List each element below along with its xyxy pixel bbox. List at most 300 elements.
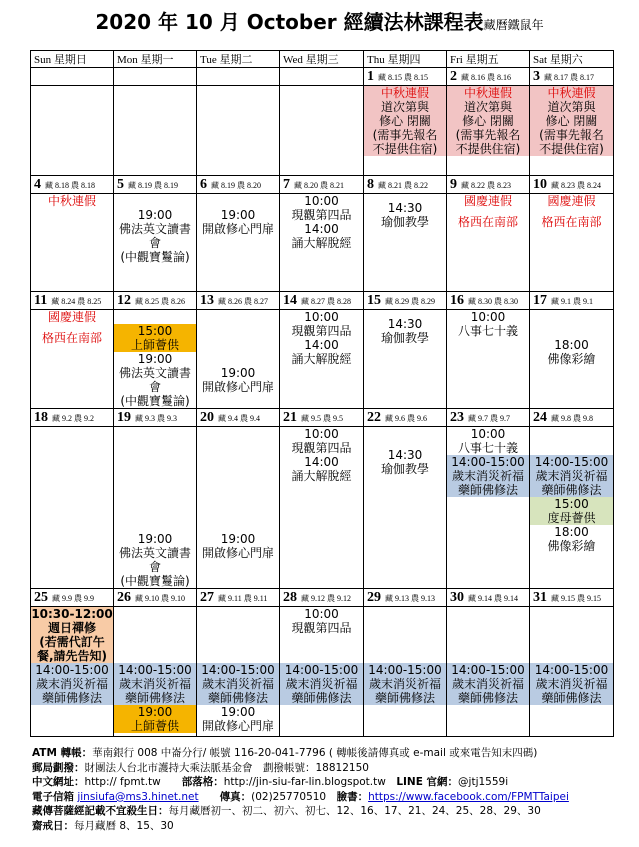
event-line: 中秋連假 xyxy=(447,86,529,100)
day-label xyxy=(197,176,279,193)
title-sub: 藏曆鐵鼠年 xyxy=(483,18,544,32)
event-line: 14:00-15:00 xyxy=(31,663,113,677)
spacer xyxy=(364,427,446,448)
event-line: 10:00 xyxy=(304,427,339,441)
day-events-cell xyxy=(197,86,280,176)
day-header-cell xyxy=(530,409,614,427)
event-line: 15:00 xyxy=(530,497,613,511)
day-header-cell xyxy=(31,589,114,607)
day-number: 13 xyxy=(200,293,214,308)
spacer xyxy=(114,194,196,208)
event-line: 週日禪修 xyxy=(31,621,113,635)
event-line: 現觀第四品 xyxy=(291,441,352,455)
event-line: 10:00 xyxy=(470,310,506,324)
day-header-cell xyxy=(530,68,614,86)
day-label xyxy=(31,589,113,606)
day-header-cell xyxy=(197,409,280,427)
weekday-header: Fri 星期五 xyxy=(447,51,530,68)
lunar-date: 藏 8.27 農 8.28 xyxy=(301,297,351,306)
lunar-date: 藏 8.23 農 8.24 xyxy=(551,181,601,190)
day-events-cell xyxy=(447,607,530,737)
day-events-cell xyxy=(447,86,530,176)
day-label xyxy=(530,292,613,309)
event-line: 不提供住宿) xyxy=(364,142,446,156)
event-line: 格西在南部 xyxy=(541,215,602,229)
event-line: 八事七十義 xyxy=(457,324,518,338)
lunar-date: 藏 8.29 農 8.29 xyxy=(385,297,435,306)
footer-info xyxy=(32,746,632,834)
day-events-cell xyxy=(364,427,447,589)
lunar-date: 藏 9.10 農 9.10 xyxy=(135,594,185,603)
lunar-date: 藏 9.1 農 9.1 xyxy=(551,297,593,306)
day-number: 7 xyxy=(283,177,290,192)
day-label xyxy=(280,589,363,606)
lunar-date: 藏 8.20 農 8.21 xyxy=(294,181,344,190)
day-header-cell xyxy=(280,292,364,310)
day-number: 27 xyxy=(200,590,214,605)
event-line: 18:00 xyxy=(554,338,589,352)
event-line: 藥師佛修法 xyxy=(447,483,529,497)
day-number: 10 xyxy=(533,177,547,192)
event-line: 誦大解脫經 xyxy=(291,236,352,250)
spacer xyxy=(364,194,446,201)
event-line: 開啟修心門扉 xyxy=(201,222,274,236)
line-id: @jtj1559i xyxy=(458,776,509,789)
day-events-cell xyxy=(280,427,364,589)
event-line: 度母薈供 xyxy=(530,511,613,525)
day-label xyxy=(364,176,446,193)
day-label xyxy=(114,292,196,309)
event-line: 修心 閉關 xyxy=(530,114,613,128)
spacer xyxy=(197,427,279,532)
atm-line: ATM 轉帳：華南銀行 008 中崙分行/ 帳號 116-20-041-7796 ( 轉帳後請傳真或 e-mail 或來電告知末四碼) xyxy=(32,747,538,759)
day-events-cell xyxy=(114,427,197,589)
spacer xyxy=(530,427,613,455)
day-label xyxy=(197,292,279,309)
weekday-header: Sat 星期六 xyxy=(530,51,614,68)
event-line: 國慶連假 xyxy=(547,194,596,208)
event-line: 中秋連假 xyxy=(364,86,446,100)
event-line: 14:00-15:00 xyxy=(530,663,613,677)
day-header-cell xyxy=(530,176,614,194)
event-row xyxy=(31,427,614,589)
weekday-header-row xyxy=(31,51,614,68)
day-header-cell xyxy=(364,176,447,194)
event-line: 14:30 xyxy=(387,448,423,462)
day-number: 2 xyxy=(450,69,457,84)
day-header-cell xyxy=(280,589,364,607)
spacer xyxy=(280,635,363,663)
day-events-cell xyxy=(364,607,447,737)
event-line: 14:00-15:00 xyxy=(447,663,529,677)
day-label xyxy=(530,176,613,193)
event-line: 歲末消災祈福 xyxy=(364,677,446,691)
event-line: 中秋連假 xyxy=(47,194,96,208)
lunar-date: 藏 9.9 農 9.9 xyxy=(52,594,94,603)
spacer xyxy=(364,310,446,317)
day-header-cell xyxy=(447,176,530,194)
day-header-cell xyxy=(447,68,530,86)
day-number: 14 xyxy=(283,293,297,308)
event-line: 佛法英文讀書會 xyxy=(118,546,191,574)
event-line: 15:00 xyxy=(114,324,196,338)
event-line: 佛像彩繪 xyxy=(547,539,596,553)
spacer xyxy=(364,607,446,663)
event-line: 14:00 xyxy=(304,222,339,236)
day-number: 8 xyxy=(367,177,374,192)
event-line: 國慶連假 xyxy=(463,194,512,208)
day-events-cell xyxy=(197,427,280,589)
weekday-header: Thu 星期四 xyxy=(364,51,447,68)
day-label xyxy=(447,409,529,426)
event-line: 誦大解脫經 xyxy=(291,469,352,483)
weekday-header: Wed 星期三 xyxy=(280,51,364,68)
event-line: 14:00-15:00 xyxy=(447,455,529,469)
day-label xyxy=(114,176,196,193)
event-line: 佛像彩繪 xyxy=(547,352,596,366)
day-header-cell xyxy=(197,589,280,607)
event-line: 瑜伽教學 xyxy=(380,215,429,229)
day-header-cell xyxy=(31,68,114,86)
event-line: 14:00-15:00 xyxy=(114,663,196,677)
lunar-date: 藏 8.24 農 8.25 xyxy=(51,297,102,306)
event-line: 格西在南部 xyxy=(457,215,518,229)
web-line: 中文網址：http:// fpmt.tw 部落格：http://jin-siu-far-lin.blogspot.tw LINE 官網：@jtj1559i xyxy=(32,776,509,789)
event-row xyxy=(31,86,614,176)
lunar-date: 藏 8.19 農 8.20 xyxy=(211,181,261,190)
lunar-date: 藏 9.2 農 9.2 xyxy=(52,414,94,423)
event-line: 道次第與 xyxy=(447,100,529,114)
event-line: 14:30 xyxy=(387,201,423,215)
contact-line: 電子信箱 jinsiufa@ms3.hinet.net 傳真：(02)25770510 臉書：https://www.facebook.com/FPMTTaipei xyxy=(32,790,569,803)
day-label xyxy=(447,176,529,193)
day-label xyxy=(31,409,113,426)
day-header-cell xyxy=(447,589,530,607)
event-line: 19:00 xyxy=(220,532,256,546)
event-line: 開啟修心門扉 xyxy=(201,546,274,560)
spacer xyxy=(197,194,279,208)
day-events-cell xyxy=(197,310,280,409)
event-line: (中觀寶鬘論) xyxy=(120,574,190,588)
day-events-cell xyxy=(530,86,614,176)
website-link[interactable]: http:// fpmt.tw xyxy=(84,776,161,789)
event-line: 藥師佛修法 xyxy=(197,691,279,705)
post-line: 郵局劃撥：財團法人台北市護持大乘法脈基金會 劃撥帳號：18812150 xyxy=(32,761,369,774)
event-line: 藥師佛修法 xyxy=(31,691,113,705)
weekday-header: Mon 星期一 xyxy=(114,51,197,68)
spacer xyxy=(114,607,196,663)
day-events-cell xyxy=(280,310,364,409)
day-events-cell xyxy=(364,86,447,176)
event-line: 19:00 xyxy=(220,366,256,380)
event-line: 19:00 xyxy=(220,208,256,222)
lunar-date: 藏 9.12 農 9.12 xyxy=(301,594,351,603)
spacer xyxy=(530,208,613,215)
event-line: 現觀第四品 xyxy=(291,324,352,338)
lunar-date: 藏 9.8 農 9.8 xyxy=(551,414,593,423)
spacer xyxy=(114,310,196,324)
event-line: 道次第與 xyxy=(530,100,613,114)
calendar-table xyxy=(30,50,614,737)
day-number: 9 xyxy=(450,177,457,192)
day-events-cell xyxy=(31,310,114,409)
event-line: 14:00-15:00 xyxy=(197,663,279,677)
event-line: (需事先報名 xyxy=(364,128,446,142)
day-events-cell xyxy=(31,86,114,176)
lunar-date: 藏 9.5 農 9.5 xyxy=(301,414,343,423)
blog-link[interactable]: http://jin-siu-far-lin.blogspot.tw xyxy=(223,776,386,789)
day-header-cell xyxy=(447,292,530,310)
event-line: 19:00 xyxy=(137,352,173,366)
event-line: 10:00 xyxy=(304,194,339,208)
event-line: 歲末消災祈福 xyxy=(197,677,279,691)
weekday-header: Sun 星期日 xyxy=(31,51,114,68)
event-line: 瑜伽教學 xyxy=(380,331,429,345)
event-line: 佛法英文讀書會 xyxy=(118,366,191,394)
event-line: 10:00 xyxy=(304,310,339,324)
day-header-cell xyxy=(114,589,197,607)
lunar-date: 藏 8.15 農 8.15 xyxy=(378,73,428,82)
lunar-date: 藏 9.4 農 9.4 xyxy=(218,414,260,423)
event-line: 上師薈供 xyxy=(114,719,196,733)
day-header-cell xyxy=(364,292,447,310)
day-header-cell xyxy=(364,589,447,607)
day-number: 3 xyxy=(533,69,540,84)
day-label xyxy=(447,292,529,309)
day-header-cell xyxy=(114,409,197,427)
day-events-cell xyxy=(447,427,530,589)
day-number: 1 xyxy=(367,69,374,84)
event-line: 誦大解脫經 xyxy=(291,352,352,366)
day-label xyxy=(197,409,279,426)
event-line: 藥師佛修法 xyxy=(447,691,529,705)
event-line: 八事七十義 xyxy=(457,441,518,455)
day-label xyxy=(197,589,279,606)
day-events-cell xyxy=(447,310,530,409)
date-row xyxy=(31,589,614,607)
day-number: 15 xyxy=(367,293,381,308)
lunar-date: 藏 9.11 農 9.11 xyxy=(218,594,268,603)
lunar-date: 藏 8.18 農 8.18 xyxy=(45,181,95,190)
event-line: 19:00 xyxy=(220,705,256,719)
day-number: 31 xyxy=(533,590,547,605)
day-header-cell xyxy=(114,176,197,194)
day-events-cell xyxy=(114,194,197,292)
day-label xyxy=(364,292,446,309)
event-line: 14:00 xyxy=(304,455,339,469)
event-line: (需事先報名 xyxy=(530,128,613,142)
event-line: 14:00-15:00 xyxy=(530,455,613,469)
day-number: 18 xyxy=(34,410,48,425)
spacer xyxy=(530,607,613,663)
day-header-cell xyxy=(364,68,447,86)
event-line: 藥師佛修法 xyxy=(114,691,196,705)
day-number: 5 xyxy=(117,177,124,192)
day-header-cell xyxy=(280,176,364,194)
day-number: 23 xyxy=(450,410,464,425)
event-line: 餐,請先告知) xyxy=(31,649,113,663)
day-header-cell xyxy=(447,409,530,427)
day-events-cell xyxy=(530,427,614,589)
day-number: 22 xyxy=(367,410,381,425)
lunar-date: 藏 9.3 農 9.3 xyxy=(135,414,177,423)
day-events-cell xyxy=(364,194,447,292)
event-line: 歲末消災祈福 xyxy=(447,469,529,483)
event-line: 10:00 xyxy=(470,427,506,441)
event-line: 開啟修心門扉 xyxy=(201,380,274,394)
spacer xyxy=(31,324,113,331)
day-events-cell xyxy=(447,194,530,292)
event-line: 19:00 xyxy=(137,532,173,546)
day-header-cell xyxy=(31,292,114,310)
event-line: 現觀第四品 xyxy=(291,208,352,222)
event-line: 瑜伽教學 xyxy=(380,462,429,476)
day-number: 12 xyxy=(117,293,131,308)
day-events-cell xyxy=(530,310,614,409)
event-line: (需事先報名 xyxy=(447,128,529,142)
lunar-date: 藏 9.7 農 9.7 xyxy=(468,414,510,423)
day-label xyxy=(280,292,363,309)
day-number: 16 xyxy=(450,293,464,308)
date-row xyxy=(31,292,614,310)
event-line: 19:00 xyxy=(137,208,173,222)
day-events-cell xyxy=(197,194,280,292)
day-events-cell xyxy=(114,310,197,409)
event-line: 歲末消災祈福 xyxy=(31,677,113,691)
day-events-cell xyxy=(114,86,197,176)
day-header-cell xyxy=(31,176,114,194)
day-events-cell xyxy=(280,607,364,737)
event-line: 藥師佛修法 xyxy=(280,691,363,705)
lunar-date: 藏 8.26 農 8.27 xyxy=(218,297,268,306)
event-line: 18:00 xyxy=(554,525,589,539)
event-line: 不提供住宿) xyxy=(530,142,613,156)
day-events-cell xyxy=(114,607,197,737)
title-main: 2020 年 10 月 October 經續法林課程表 xyxy=(95,10,484,34)
lunar-date: 藏 8.17 農 8.17 xyxy=(544,73,594,82)
day-header-cell xyxy=(530,589,614,607)
event-line: 國慶連假 xyxy=(47,310,96,324)
event-line: (中觀寶鬘論) xyxy=(120,250,190,264)
day-number: 6 xyxy=(200,177,207,192)
event-line: 藥師佛修法 xyxy=(530,483,613,497)
event-line: 上師薈供 xyxy=(114,338,196,352)
day-header-cell xyxy=(114,292,197,310)
day-number: 26 xyxy=(117,590,131,605)
spacer xyxy=(197,310,279,366)
day-header-cell xyxy=(197,68,280,86)
day-number: 28 xyxy=(283,590,297,605)
event-line: 14:00-15:00 xyxy=(280,663,363,677)
lunar-date: 藏 8.25 農 8.26 xyxy=(135,297,185,306)
day-events-cell xyxy=(530,194,614,292)
event-line: 歲末消災祈福 xyxy=(530,469,613,483)
event-line: 格西在南部 xyxy=(41,331,102,345)
day-label xyxy=(364,409,446,426)
day-label xyxy=(447,589,529,606)
weekday-header: Tue 星期二 xyxy=(197,51,280,68)
event-line: 藥師佛修法 xyxy=(530,691,613,705)
day-events-cell xyxy=(31,607,114,737)
day-label xyxy=(530,409,613,426)
date-row xyxy=(31,176,614,194)
event-line: 歲末消災祈福 xyxy=(447,677,529,691)
lunar-date: 藏 9.14 農 9.14 xyxy=(468,594,518,603)
spacer xyxy=(447,607,529,663)
spacer xyxy=(114,427,196,532)
event-line: 14:00 xyxy=(304,338,339,352)
day-events-cell xyxy=(197,607,280,737)
day-label xyxy=(114,409,196,426)
day-header-cell xyxy=(197,176,280,194)
lunar-date: 藏 8.21 農 8.22 xyxy=(378,181,428,190)
event-row xyxy=(31,607,614,737)
lunar-date: 藏 9.15 農 9.15 xyxy=(551,594,601,603)
date-row xyxy=(31,409,614,427)
event-line: (若需代訂午 xyxy=(31,635,113,649)
event-line: 歲末消災祈福 xyxy=(114,677,196,691)
day-number: 24 xyxy=(533,410,547,425)
event-line: 修心 閉關 xyxy=(364,114,446,128)
event-row xyxy=(31,310,614,409)
event-line: 道次第與 xyxy=(364,100,446,114)
fasting-days-line: 齋戒日：每月藏曆 8、15、30 xyxy=(32,819,174,832)
event-line: 19:00 xyxy=(114,705,196,719)
day-label xyxy=(31,292,113,309)
day-number: 25 xyxy=(34,590,48,605)
event-line: 開啟修心門扉 xyxy=(201,719,274,733)
lunar-date: 藏 9.6 農 9.6 xyxy=(385,414,427,423)
event-line: 不提供住宿) xyxy=(447,142,529,156)
day-label xyxy=(31,176,113,193)
event-line: 10:00 xyxy=(304,607,339,621)
facebook-link[interactable]: https://www.facebook.com/FPMTTaipei xyxy=(368,790,569,803)
lunar-date: 藏 9.13 農 9.13 xyxy=(385,594,435,603)
day-number: 19 xyxy=(117,410,131,425)
lunar-date: 藏 8.30 農 8.30 xyxy=(468,297,518,306)
day-header-cell xyxy=(280,68,364,86)
day-label xyxy=(364,68,446,85)
day-number: 20 xyxy=(200,410,214,425)
day-header-cell xyxy=(364,409,447,427)
lunar-date: 藏 8.22 農 8.23 xyxy=(461,181,511,190)
day-number: 4 xyxy=(34,177,41,192)
day-number: 21 xyxy=(283,410,297,425)
day-label xyxy=(447,68,529,85)
day-number: 30 xyxy=(450,590,464,605)
event-line: 佛法英文讀書會 xyxy=(118,222,191,250)
event-line: 修心 閉關 xyxy=(447,114,529,128)
day-events-cell xyxy=(31,427,114,589)
day-events-cell xyxy=(364,310,447,409)
lunar-date: 藏 8.19 農 8.19 xyxy=(128,181,178,190)
event-line: 14:30 xyxy=(387,317,423,331)
no-kill-days-line: 藏傳菩薩經記載不宜殺生日：每月藏曆初一、初二、初六、初七、12、16、17、21、24、25、28、29、30 xyxy=(32,805,541,818)
day-label xyxy=(530,68,613,85)
day-header-cell xyxy=(197,292,280,310)
spacer xyxy=(530,310,613,338)
day-number: 29 xyxy=(367,590,381,605)
event-line: 藥師佛修法 xyxy=(364,691,446,705)
event-line: 14:00-15:00 xyxy=(364,663,446,677)
email-link[interactable]: jinsiufa@ms3.hinet.net xyxy=(77,790,199,803)
day-number: 17 xyxy=(533,293,547,308)
day-events-cell xyxy=(530,607,614,737)
spacer xyxy=(447,208,529,215)
page-title xyxy=(0,6,639,35)
event-line: (中觀寶鬘論) xyxy=(120,394,190,408)
day-events-cell xyxy=(280,194,364,292)
